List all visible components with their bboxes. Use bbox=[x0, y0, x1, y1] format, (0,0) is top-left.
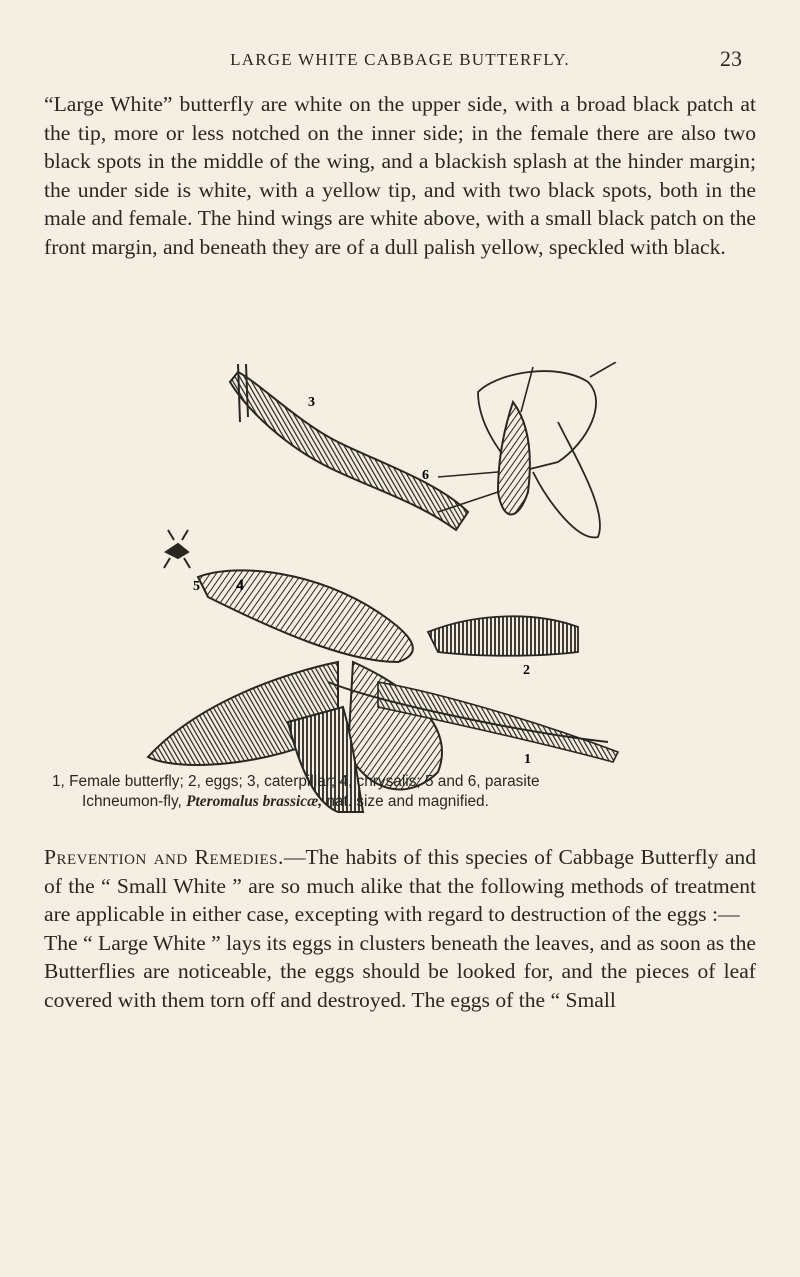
section-heading: Prevention and Remedies. bbox=[44, 845, 284, 869]
figure-label-1: 1 bbox=[524, 752, 531, 767]
caterpillar-drawing bbox=[230, 364, 468, 530]
heading-dash: — bbox=[283, 845, 306, 869]
page-number: 23 bbox=[720, 46, 742, 71]
caption-line-2-prefix: Ichneumon-fly, bbox=[82, 793, 187, 810]
running-head bbox=[0, 44, 800, 80]
prevention-text-2: The “ Large White ” lays its eggs in clusters beneath the leaves, and as soon as the Butterflies are noticeable, the eggs should be looked for, and the pieces of leaf covered with them torn off and destroyed. The eggs of the “ Small bbox=[44, 930, 756, 1012]
caption-species-name: Pteromalus brassicæ, bbox=[186, 793, 323, 810]
eggs-drawing bbox=[428, 616, 578, 655]
figure-label-3: 3 bbox=[308, 395, 315, 410]
caption-line-1: 1, Female butterfly; 2, eggs; 3, caterpillar; 4, chrysalis; 5 and 6, parasite bbox=[52, 773, 540, 790]
small-parasite-drawing bbox=[164, 530, 190, 568]
figure-label-4: 4 bbox=[236, 577, 244, 594]
figure-label-2: 2 bbox=[523, 663, 530, 678]
caption-line-2-suffix: nat. size and magnified. bbox=[322, 793, 489, 810]
prevention-text-1: The habits of this species of Cabbage Butterfly and of the “ Small White ” are so much alike that the following methods of treatment are applicable in either case, excepting with regard to destruction of the eggs :— bbox=[44, 845, 756, 927]
paragraph-prevention bbox=[44, 843, 756, 1015]
chrysalis-drawing bbox=[198, 570, 413, 662]
running-head-title: LARGE WHITE CABBAGE BUTTERFLY. bbox=[230, 50, 570, 69]
paragraph-description: “Large White” butterfly are white on the upper side, with a broad black patch at the tip, more or less notched on the inner side; in the female there are also two black spots in the middle of the wing, and a blackish splash at the hinder margin; the under side is white, with a yellow tip, and with two black spots, both in the male and female. The hind wings are white above, with a small black patch on the front margin, and beneath they are of a dull palish yellow, speckled with black. bbox=[44, 92, 756, 259]
figure-caption bbox=[44, 772, 756, 812]
butterfly-illustration bbox=[138, 362, 678, 842]
figure-label-6: 6 bbox=[422, 468, 429, 483]
caption-line-2 bbox=[82, 792, 756, 812]
figure-label-5: 5 bbox=[193, 579, 200, 594]
